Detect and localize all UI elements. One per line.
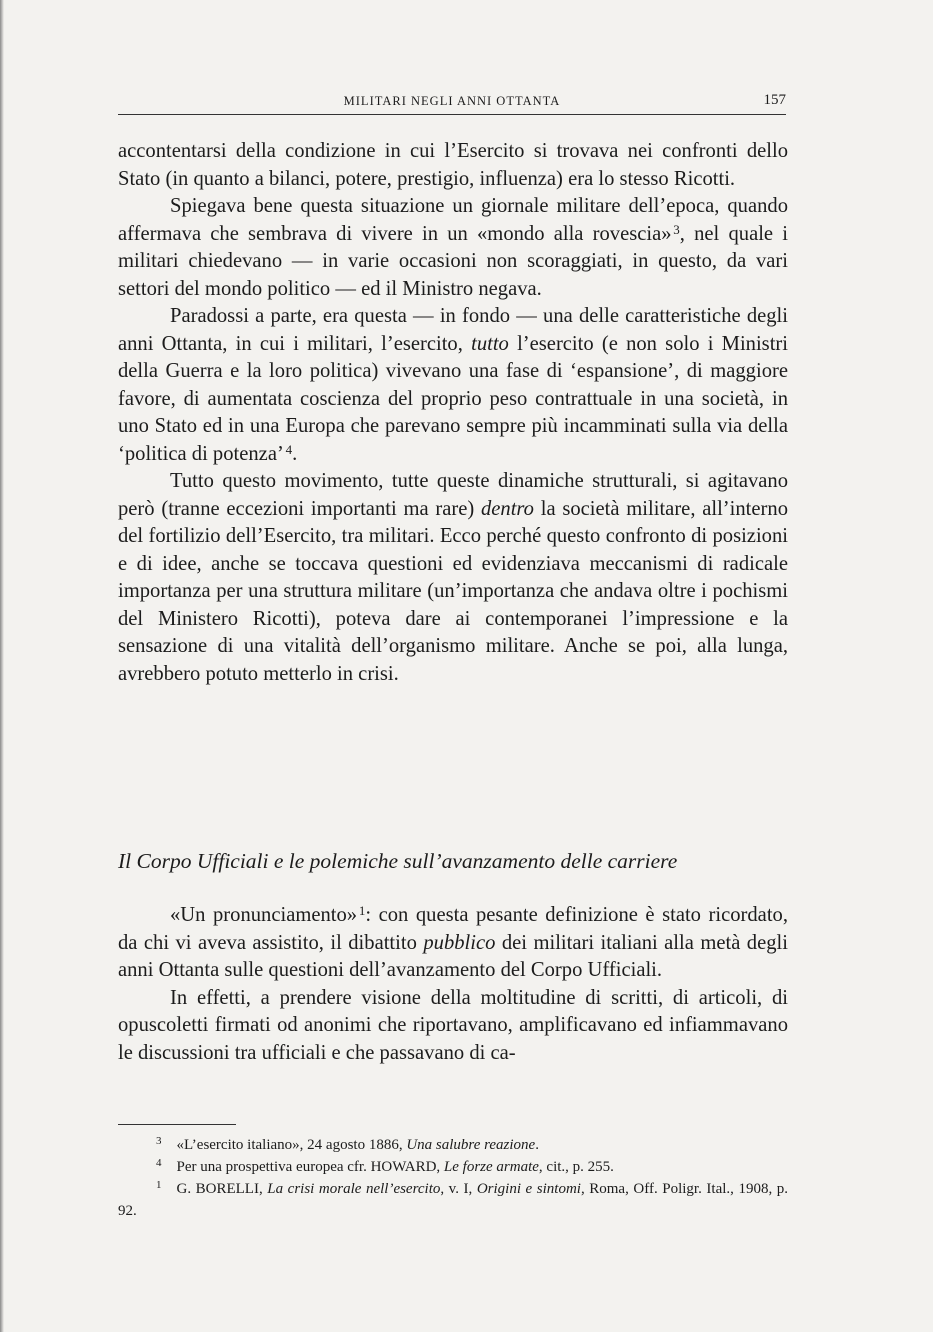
paragraph-3: Paradossi a parte, era questa — in fondo — una delle caratteristiche degli anni Ottanta, in cui i militari, l’esercito, tutto l’esercito (e non solo i Ministri della Guerra e la loro politica) vivevano una fase di ‘espansione’, di maggiore favore, di aumentata coscienza del proprio peso contrattuale in una società, in uno Stato ed in una Europa che parevano sempre più incamminati sulla via della ‘politica di potenza’ $^4$. xyxy=(118,305,789,465)
body-text xyxy=(118,138,788,688)
emphasis: tutto xyxy=(471,332,509,355)
section-paragraph-2: In effetti, a prendere visione della moltitudine di scritti, di articoli, di opuscoletti firmati od anonimi che riportavano, amplificavano ed infiammavano le discussioni tra ufficiali e che passavano di ca- xyxy=(118,986,788,1064)
paragraph-2: Spiegava bene questa situazione un giornale militare dell’epoca, quando affermava che sembrava di vivere in un «mondo alla rovescia» $^3$, nel quale i militari chiedevano — in varie occasioni non scoraggiati, in questo, da vari settori del mondo politico — ed il Ministro negava. xyxy=(118,195,788,300)
footnote-number: 3 xyxy=(156,1135,162,1147)
section-body-text xyxy=(118,902,788,1067)
footnotes xyxy=(118,1134,788,1222)
footnote-title: La crisi morale nell’esercito xyxy=(267,1181,441,1197)
footnote-ref[interactable]: 4 xyxy=(285,441,293,457)
emphasis: pubblico xyxy=(423,931,496,954)
footnote-title: Le forze armate xyxy=(443,1159,539,1175)
section-paragraph-1: «Un pronunciamento» $^1$: con questa pesante definizione è stato ricordato, da chi vi aveva assistito, il dibattito pubblico dei militari italiani alla metà degli anni Ottanta sulle questioni dell’avanzamento del Corpo Ufficiali. xyxy=(118,903,788,981)
footnote-3: $^3$ «L’esercito italiano», 24 agosto 1886, Una salubre reazione. xyxy=(156,1135,539,1153)
footnote-ref[interactable]: 1 xyxy=(358,903,366,918)
paragraph-1: accontentarsi della condizione in cui l’Esercito si trovava nei confronti dello Stato (in quanto a bilanci, potere, prestigio, influenza) era lo stesso Ricotti. xyxy=(118,140,788,190)
footnote-rule xyxy=(118,1124,236,1125)
footnote-title: Una salubre reazione xyxy=(406,1137,536,1153)
section-heading: Il Corpo Ufficiali e le polemiche sull’avanzamento delle carriere xyxy=(118,849,678,873)
footnote-ref[interactable]: 3 xyxy=(673,221,680,237)
footnote-1: $^1$ G. BORELLI, La crisi morale nell’esercito, v. I, Origini e sintomi, Roma, Off. Poligr. Ital., 1908, p. 92. xyxy=(118,1179,789,1219)
spine-shadow xyxy=(0,0,4,1332)
page-number: 157 xyxy=(763,92,786,108)
footnote-title: Origini e sintomi xyxy=(476,1181,581,1197)
footnote-4: $^4$ Per una prospettiva europea cfr. HOWARD, Le forze armate, cit., p. 255. xyxy=(156,1157,614,1175)
running-head xyxy=(118,92,786,115)
footnote-number: 1 xyxy=(156,1179,162,1191)
running-title: MILITARI NEGLI ANNI OTTANTA xyxy=(343,94,561,108)
footnote-number: 4 xyxy=(156,1157,162,1169)
paragraph-4: Tutto questo movimento, tutte queste dinamiche strutturali, si agitavano però (tranne eccezioni importanti ma rare) dentro la società militare, all’interno del fortilizio dell’Esercito, tra militari. Ecco perché questo confronto di posizioni e di idee, anche se toccava questioni ed evidenziava meccanismi di radicale importanza per una struttura militare (un’importanza che andava oltre i pochismi del Ministero Ricotti), poteva dare ai contemporanei l’impressione e la sensazione di una vitalità dell’organismo militare. Anche se poi, alla lunga, avrebbero potuto metterlo in crisi. xyxy=(118,470,788,685)
emphasis: dentro xyxy=(480,497,534,520)
